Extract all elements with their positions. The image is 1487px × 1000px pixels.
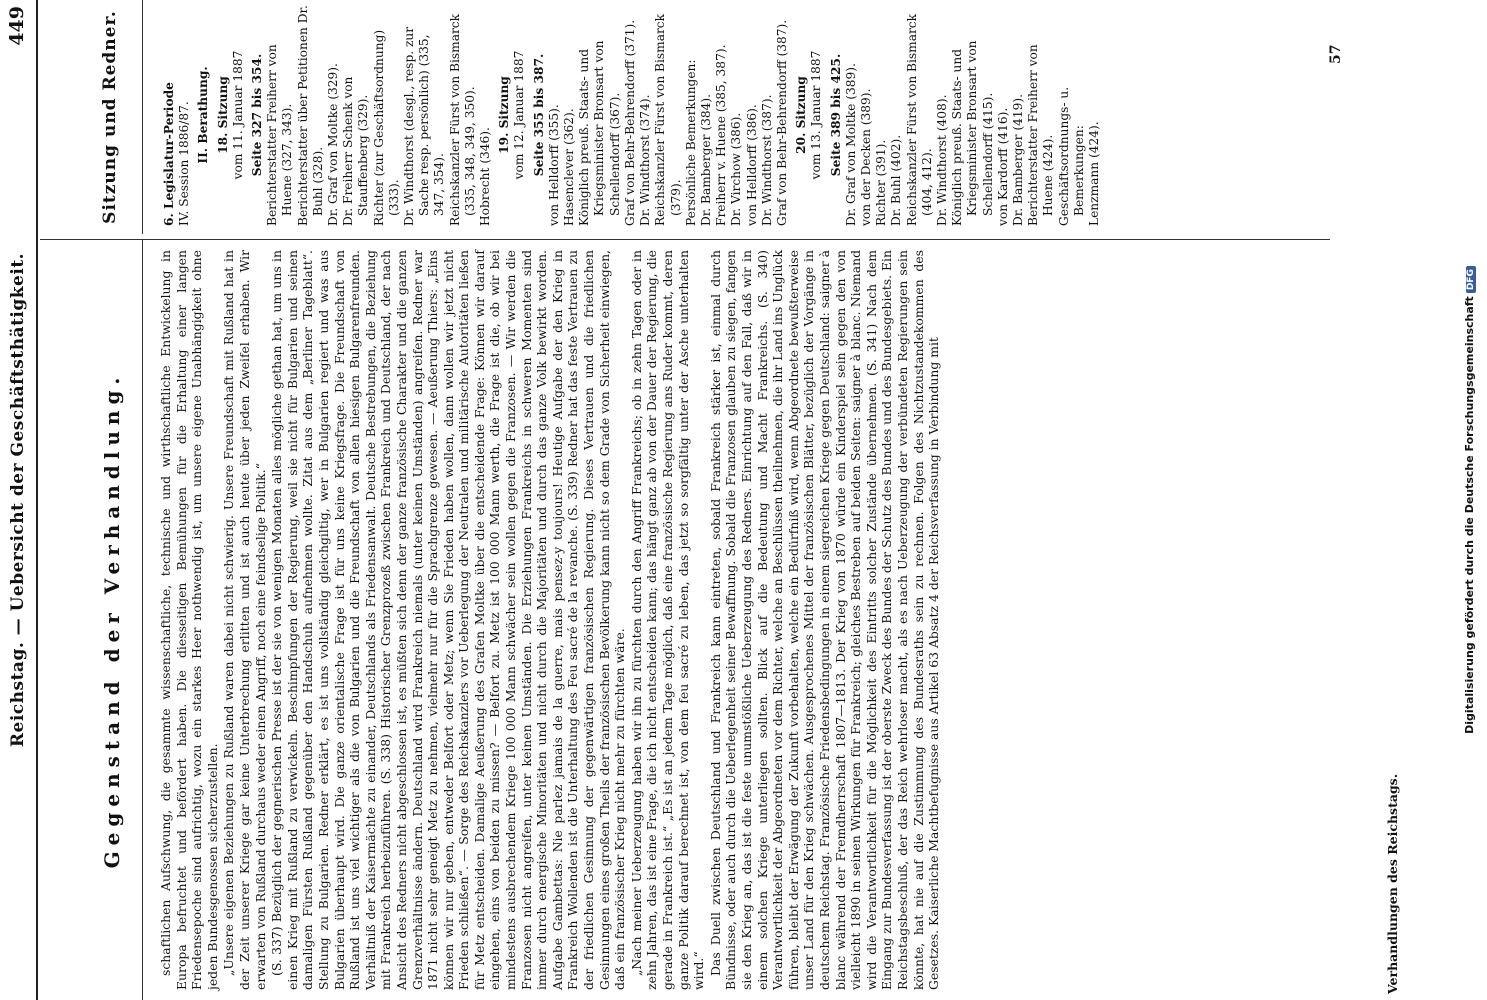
session-line: Hasenclever (362).: [562, 108, 577, 226]
session-column-heading: Sitzung und Redner.: [100, 0, 143, 234]
session-line: Persönliche Bemerkungen:: [683, 59, 698, 226]
digitization-text: Digitalisierung gefördert durch die Deutsche Forschungsgemeinschaft: [1463, 296, 1476, 734]
session-line: Lenzmann (424).: [1086, 121, 1101, 226]
session-line: Seite 389 bis 425.: [828, 53, 843, 177]
paragraph: „Nach meiner Ueberzeugung haben wir ihn zu fürchten durch den Angriff Frankreichs; ob in zehn Tagen oder in zehn Jahren, das ist eine Frage, die ich nicht entscheiden kann; das hängt ganz ab von der Dauer der Regierung, die gerade in Frankreich ist.“ „Es ist an jedem Tage möglich, daß eine französische Regierung ans Ruder kommt, deren ganze Politik darauf berechnet ist, von dem feu sacré zu leben, das jetzt so sorgfältig unter der Asche unterhalten wird.“: [628, 250, 707, 990]
page-number: 449: [6, 6, 28, 46]
session-line: von Helldorff (355).: [546, 104, 561, 226]
session-line: Reichskanzler Fürst von Bismarck (335, 348, 349, 350).: [447, 13, 477, 226]
subject-column: [40, 239, 1330, 1000]
footer-page-signature: 57: [1328, 44, 1344, 64]
main-table: [40, 0, 1330, 1000]
paragraph: schaftlichen Aufschwung, die gesammte wissenschaftliche, technische und wirthschaftliche Entwickelung in Europa befruchtet und befördert haben. Die diesseitigen Bemühungen für die Erhaltung einer langen Friedensepoche sind aufrichtig, wozu ein starkes Heer nothwendig ist, um unsere eigene Unabhängigkeit ohne jeden Bundesgenossen sicherzustellen.: [158, 250, 220, 990]
session-line: Reichskanzler Fürst von Bismarck (379).: [653, 13, 683, 226]
paragraph: „Unsere eigenen Beziehungen zu Rußland waren dabei nicht schwierig. Unsere Freundschaft mit Rußland hat in der Zeit unserer Kriege gar keine Unterbrechung erlitten und ist auch heute über jeden Zweifel erhaben. Wir erwarten von Rußland durchaus weder einen Angriff, noch eine feindselige Politik.“: [221, 250, 268, 990]
session-line: Reichskanzler Fürst von Bismarck (404, 412).: [904, 13, 934, 226]
session-line: Dr. Windthorst (desgl., resp. zur Sache resp. persönlich) (335, 347, 354).: [402, 26, 447, 226]
session-line: Freiherr v. Huene (385, 387).: [714, 44, 729, 226]
session-line: Geschäftsordnungs- u. Bemerkungen:: [1056, 86, 1086, 226]
session-line: Graf von Behr-Behrendorff (387).: [774, 19, 789, 226]
session-line: Dr. Bamberger (384).: [698, 94, 713, 226]
subject-column-heading: Gegenstand der Verhandlung.: [100, 240, 143, 1000]
running-title: Reichstag. — Uebersicht der Geschäftsthätigkeit.: [8, 252, 28, 748]
session-line: Königlich preuß. Staats- und Kriegsminister Bronsart von Schellendorff (367).: [577, 40, 622, 226]
session-list: [158, 4, 1102, 226]
session-line: 6. Legislatur-Periode: [162, 82, 176, 226]
session-line: Graf von Behr-Behrendorff (371).: [622, 19, 637, 226]
digitization-note: [1463, 60, 1477, 940]
session-line: Dr. Virchow (386).: [729, 112, 744, 226]
session-line: Königlich preuß. Staats- und Kriegsminister Bronsart von Schellendorff (415).: [950, 40, 995, 226]
session-line: 18. Sitzung: [215, 76, 230, 154]
session-line: vom 11. Januar 1887: [230, 50, 245, 180]
session-line: Richter (391).: [874, 139, 889, 226]
page-header: [0, 0, 38, 1000]
session-line: Dr. Windthorst (408).: [934, 94, 949, 226]
session-line: Dr. Graf von Moltke (389).: [843, 63, 858, 226]
session-line: Dr. Windthorst (387).: [759, 94, 774, 226]
session-line: Dr. Graf von Moltke (329).: [326, 63, 341, 226]
session-column: [40, 0, 1330, 234]
session-line: Seite 355 bis 387.: [531, 53, 546, 177]
footer-left: Verhandlungen des Reichstags.: [1385, 773, 1400, 994]
session-line: von Kardorff (416).: [995, 107, 1010, 226]
session-line: Dr. Buhl (402).: [889, 134, 904, 226]
session-line: Richter (zur Geschäftsordnung) (333).: [371, 29, 401, 226]
session-line: 20. Sitzung: [794, 76, 809, 154]
session-line: Dr. Bamberger (419).: [1010, 94, 1025, 226]
subject-text: [158, 250, 943, 990]
session-line: Seite 327 bis 354.: [250, 53, 265, 177]
session-line: Berichterstatter Freiherr von Huene (424).: [1026, 44, 1056, 226]
session-line: Berichterstatter über Petitionen Dr. Buhl (328).: [295, 5, 325, 226]
paragraph: Das Duell zwischen Deutschland und Frankreich kann eintreten, sobald Frankreich stärker ist, einmal durch Bündnisse, oder auch durch die Ueberlegenheit seiner Bewaffnung. Sobald die Franzosen glauben zu siegen, fangen sie den Krieg an, das ist die feste unumstößliche Ueberzeugung des Redners. Einrichtung auf den Fall, daß wir in einem solchen Kriege unterliegen sollten. Blick auf die Bedeutung und Macht Frankreichs. (S. 340) Verantwortlichkeit der Abgeordneten vor dem Richter, welche an Beschlüssen theilnehmen, die ihr Land ins Unglück führen, bleibt der Erwägung der Zukunft vorbehalten, welche ein Bedürfniß wird, wenn Abgeordnete bewußterweise unser Land für den Krieg schwächen. Ausgesprochenes Mittel der französischen Blätter, bezüglich der Vorgänge in deutschem Reichstag. Französische Friedensbedingungen in einem siegreichen Kriege gegen Deutschland: saigner à blanc während der Fremdherrschaft 1807—1813. Der Krieg von 1870 würde ein Kinderspiel sein gegen den von vielleicht 1890 in seinen Wirkungen für Frankreich; gleiches Bestreben auf beiden Seiten: saigner à blanc. Niemand wird die Verantwortlichkeit für die Möglichkeit des Eintritts solcher Zustände übernehmen. (S. 341) Nach dem Eingang zur Bundesverfassung ist der oberste Zweck des Bundes der Schutz des Bundes und des Bundesgebiets. Ein Reichstagsbeschluß, der das Reich wehrloser macht, als es nach Ueberzeugung der verbündeten Regierungen sein könnte, hat nie auf die Zustimmung des Bundesraths sein zu rechnen. Folgen des Nichtzustandekommen des Gesetzes. Kaiserliche Machtbefugnisse aus Artikel 63 Absatz 4 der Reichsverfassung in Verbindung mit: [707, 250, 942, 990]
dfg-logo: DFG: [1466, 266, 1476, 293]
session-line: vom 12. Januar 1887: [512, 50, 527, 180]
session-line: vom 13. Januar 1887: [809, 50, 824, 180]
session-line: von Helldorff (386).: [744, 104, 759, 226]
session-line: Hobrecht (346).: [478, 127, 493, 226]
session-line: Berichterstatter Freiherr von Huene (327, 343).: [265, 44, 295, 226]
session-line: Dr. Freiherr Schenk von Stauffenberg (329).: [341, 76, 371, 226]
session-line: II. Berathung.: [196, 66, 211, 164]
session-line: Dr. Windthorst (374).: [638, 94, 653, 226]
session-line: von der Decken (389).: [858, 88, 873, 226]
session-line: IV. Session 1886/87.: [177, 101, 192, 226]
session-line: 19. Sitzung: [497, 76, 512, 154]
paragraph: (S. 337) Bezüglich der gegnerischen Presse ist der sie von wenigen Monaten alles mögliche gethan hat, um uns in einen Krieg mit Rußland zu verwickeln. Beschimpfungen der Regierung, weil sie nicht für Bulgarien und seinen damaligen Fürsten Rußland gegenüber den Handschuh aufnehmen wollte. Zitat aus dem „Berliner Tageblatt“. Stellung zu Bulgarien. Redner erklärt, es ist uns vollständig gleichgiltig, wer in Bulgarien regiert und was aus Bulgarien überhaupt wird. Die ganze orientalische Frage ist für uns keine Kriegsfrage. Die Freundschaft von Rußland ist uns viel wichtiger als die von Bulgarien und die Freundschaft von allen hiesigen Bulgarenfreunden. Verhältniß der Kaisermächte zu einander, Deutschlands als Friedensanwalt. Deutsche Bestrebungen, die Beziehung mit Frankreich herbeizuführen. (S. 338) Historischer Grenzprozeß zwischen Frankreich und Deutschland, der nach Ansicht des Redners nicht abgeschlossen ist, es müßten sich denn der ganze französische Charakter und die ganzen Grenzverhältnisse ändern. Deutschland wird Frankreich niemals (unter keinen Umständen) angreifen. Redner war 1871 nicht sehr geneigt Metz zu nehmen, vielmehr nur für die Sprachgrenze gewesen. — Aeußerung Thiers: „Eins können wir nur geben, entweder Belfort oder Metz; wenn Sie Frieden haben wollen, dann wollen wir jetzt nicht Frieden schließen“. — Sorge des Reichskanzlers vor Ueberlegung der Neutralen und militärische Autoritäten ließen für Metz entscheiden. Damalige Aeußerung des Grafen Moltke über die entscheidende Frage: Können wir darauf eingehen, eins von beiden zu missen? — Belfort zu. Metz ist 100 000 Mann werth, die Frage ist die, ob wir bei mindestens ausbrechendem Kriege 100 000 Mann schwächer sein wollen gegen die Franzosen. — Wir werden die Franzosen nicht angreifen, unter keinen Umständen. Die Erziehungen Frankreichs in schweren Momenten sind immer durch energische Minoritäten und nicht durch die Majoritäten und durch das ganze Volk bewirkt worden. Aufgabe Gambettas: Nie parlez jamais de la guerre, mais pensez-y toujours! Heutige Aufgabe der den Krieg in Frankreich Wollenden ist die Unterhaltung des Feu sacré de la revanche. (S. 339) Redner hat das feste Vertrauen zu der friedlichen Gesinnung der gegenwärtigen französischen Regierung. Dieses Vertrauen und die friedlichen Gesinnungen eines großen Theils der französischen Bevölkerung kann nicht so dem Grade von Sicherheit einwiegen, daß ein französischer Krieg nicht mehr zu fürchten wäre.: [269, 250, 628, 990]
